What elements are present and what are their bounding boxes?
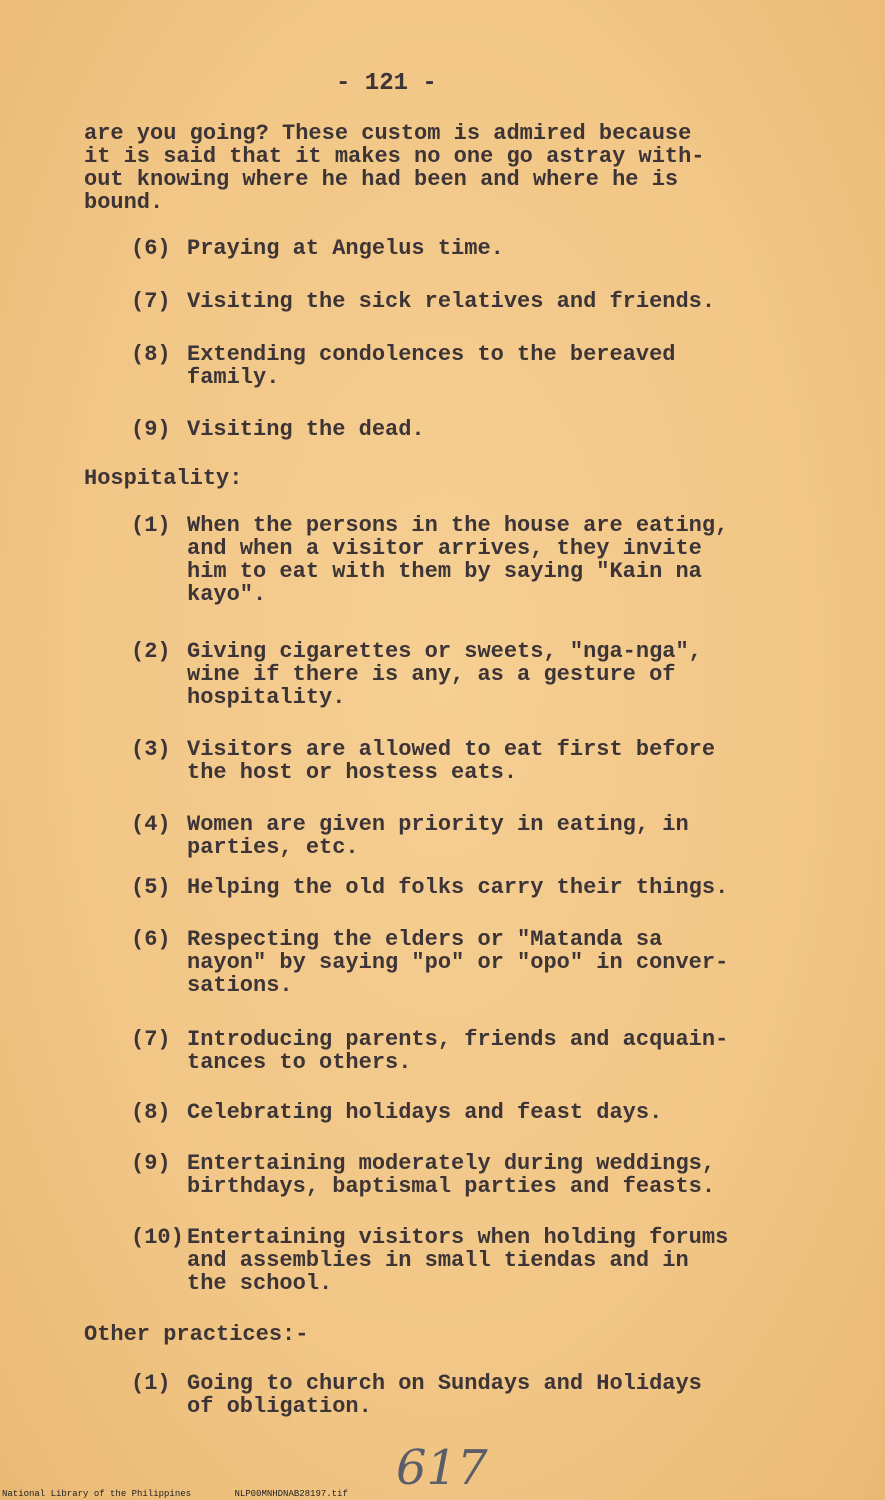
list-item [131,813,811,859]
item-number: (4) [131,812,171,837]
item-number: (7) [131,1027,171,1052]
item-number: (7) [131,289,171,314]
intro-paragraph: are you going? These custom is admired because it is said that it makes no one go astray with- out knowing where he had been and where he is bound. [84,121,705,215]
section-heading-hospitality: Hospitality: [84,466,243,491]
item-text: Giving cigarettes or sweets, "nga-nga", wine if there is any, as a gesture of hospitality. [187,639,702,710]
item-number: (10) [131,1225,184,1250]
list-item [131,1101,811,1124]
list-item [131,343,811,389]
item-number: (1) [131,1371,171,1396]
item-number: (3) [131,737,171,762]
item-number: (5) [131,875,171,900]
item-text: Celebrating holidays and feast days. [187,1100,663,1125]
list-item [131,928,811,997]
list-item [131,640,811,709]
section-heading-other-practices: Other practices:- [84,1322,309,1347]
item-text: Respecting the elders or "Matanda sa nayon" by saying "po" or "opo" in conver- sations. [187,927,729,998]
list-item [131,418,811,441]
item-number: (8) [131,342,171,367]
item-number: (9) [131,1151,171,1176]
item-text: Extending condolences to the bereaved family. [187,342,676,390]
list-item [131,237,811,260]
handwritten-page-number: 617 [396,1440,488,1496]
item-text: Introducing parents, friends and acquain- tances to others. [187,1027,729,1075]
scan-footer [2,1489,386,1499]
item-text: Entertaining moderately during weddings, birthdays, baptismal parties and feasts. [187,1151,716,1199]
item-text: When the persons in the house are eating, and when a visitor arrives, they invite him to eat with them by saying "Kain na kayo". [187,513,729,607]
item-text: Visiting the dead. [187,417,425,442]
item-text: Praying at Angelus time. [187,236,504,261]
item-text: Going to church on Sundays and Holidays of obligation. [187,1371,702,1419]
item-number: (6) [131,927,171,952]
item-text: Visiting the sick relatives and friends. [187,289,716,314]
item-text: Visitors are allowed to eat first before the host or hostess eats. [187,737,716,785]
list-item [131,876,811,899]
item-number: (6) [131,236,171,261]
list-item [131,738,811,784]
list-item [131,1226,811,1295]
item-number: (2) [131,639,171,664]
list-item [131,1372,811,1418]
list-item [131,1152,811,1198]
item-text: Helping the old folks carry their things. [187,875,729,900]
item-text: Women are given priority in eating, in parties, etc. [187,812,689,860]
footer-filename: NLP00MNHDNAB28197.tif [234,1489,348,1499]
page-number: - 121 - [336,70,437,97]
list-item [131,1028,811,1074]
list-item [131,290,811,313]
item-number: (8) [131,1100,171,1125]
item-text: Entertaining visitors when holding forums and assemblies in small tiendas and in the school. [187,1225,729,1296]
list-item [131,514,811,606]
item-number: (9) [131,417,171,442]
footer-library: National Library of the Philippines [2,1489,192,1499]
item-number: (1) [131,513,171,538]
